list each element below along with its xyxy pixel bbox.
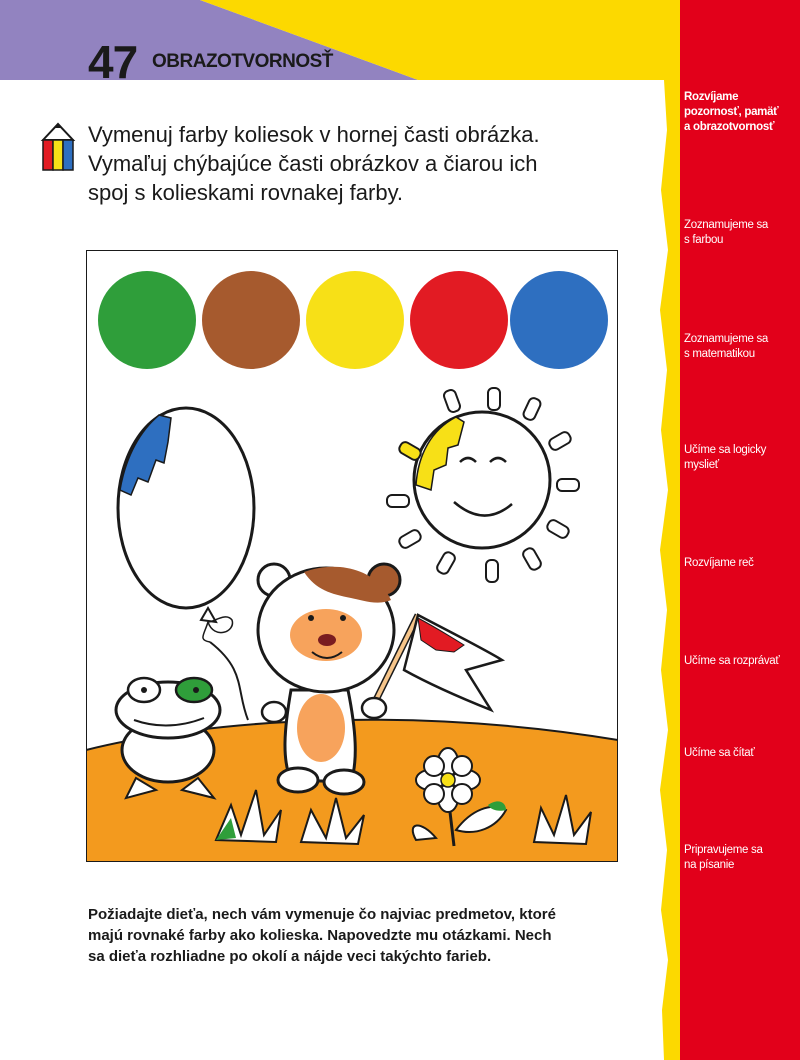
parent-note-line: majú rovnaké farby ako kolieska. Napovedzte mu otázkami. Nech xyxy=(88,927,552,944)
side-nav-label: Rozvíjame reč xyxy=(684,557,754,569)
side-nav-item-reading xyxy=(684,746,780,761)
side-nav-item-logic xyxy=(684,443,780,473)
side-nav-label: s farbou xyxy=(684,234,724,246)
side-nav-label: Zoznamujeme sa xyxy=(684,333,769,345)
instruction-text xyxy=(88,120,648,207)
side-nav-label: Rozvíjame xyxy=(684,91,739,103)
side-nav-label: myslieť xyxy=(684,459,719,471)
coloring-illustration xyxy=(86,250,618,862)
side-nav-label: Učíme sa logicky xyxy=(684,444,767,456)
side-nav xyxy=(684,0,784,1060)
side-nav-label: Zoznamujeme sa xyxy=(684,219,769,231)
parent-note-line: sa dieťa rozhliadne po okolí a nájde veci takýchto farieb. xyxy=(88,948,492,965)
side-nav-label: s matematikou xyxy=(684,348,755,360)
parent-note xyxy=(88,904,608,967)
side-nav-item-speech xyxy=(684,556,780,571)
side-nav-item-talking xyxy=(684,654,780,669)
brown-circle xyxy=(202,271,300,369)
yellow-circle xyxy=(306,271,404,369)
red-circle xyxy=(410,271,508,369)
side-nav-label: pozornosť, pamäť xyxy=(684,106,779,118)
side-nav-label: na písanie xyxy=(684,859,735,871)
pencil-icon xyxy=(40,122,76,172)
blue-circle xyxy=(510,271,608,369)
side-nav-item-writing xyxy=(684,843,780,873)
side-nav-label: Pripravujeme sa xyxy=(684,844,763,856)
page-number: 47 xyxy=(88,36,138,88)
side-nav-label: Učíme sa čítať xyxy=(684,747,755,759)
instruction-line: spoj s kolieskami rovnakej farby. xyxy=(88,180,404,205)
side-nav-label: Učíme sa rozprávať xyxy=(684,655,780,667)
section-title: OBRAZOTVORNOSŤ xyxy=(152,51,333,72)
side-nav-item-color xyxy=(684,218,780,248)
instruction-line: Vymaľuj chýbajúce časti obrázkov a čiarou ich xyxy=(88,151,538,176)
parent-note-line: Požiadajte dieťa, nech vám vymenuje čo najviac predmetov, ktoré xyxy=(88,906,556,923)
green-circle xyxy=(98,271,196,369)
side-nav-item-math xyxy=(684,332,780,362)
side-nav-label: a obrazotvornosť xyxy=(684,121,775,133)
instruction-line: Vymenuj farby koliesok v hornej časti obrázka. xyxy=(88,122,540,147)
side-nav-item-attention xyxy=(684,90,780,135)
